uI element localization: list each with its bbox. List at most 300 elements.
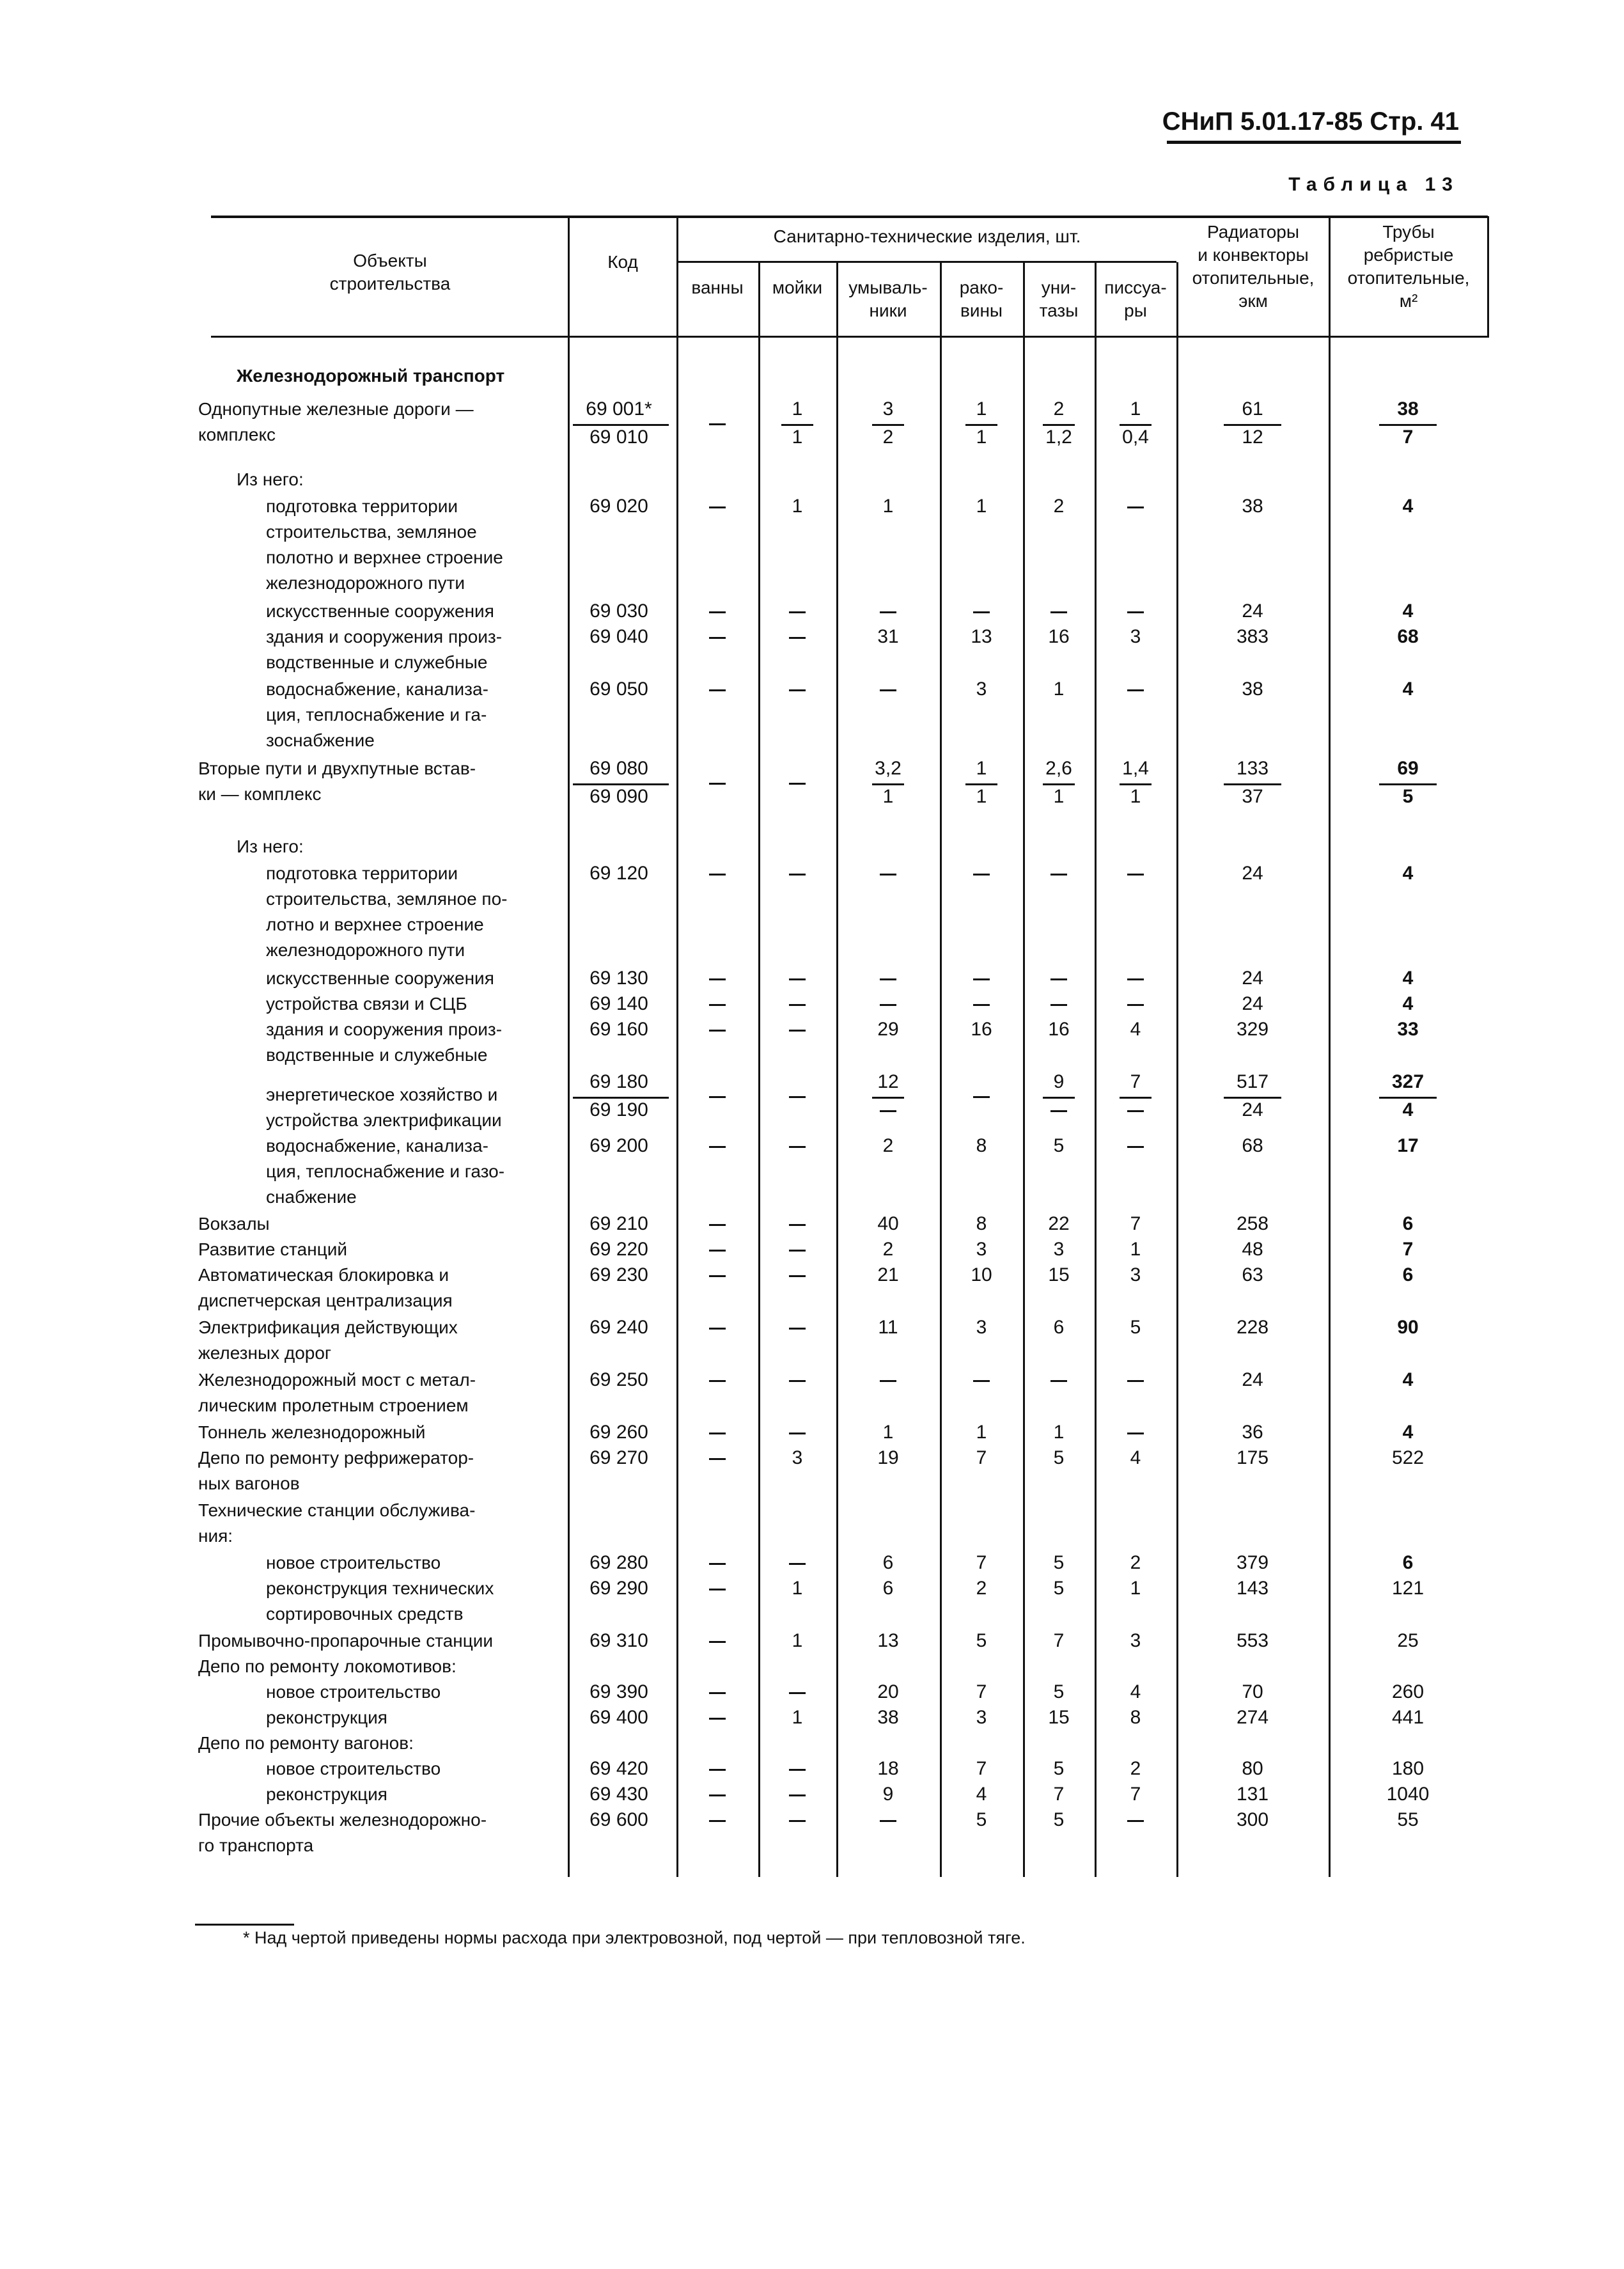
row-value (709, 978, 726, 980)
row-value (709, 1769, 726, 1771)
row-value: 5 (1053, 1552, 1065, 1573)
row-value: 38 (877, 1707, 899, 1728)
row-value (880, 611, 896, 613)
row-value: 2 (882, 1239, 894, 1260)
page-header: СНиП 5.01.17-85 Стр. 41 (1162, 107, 1459, 136)
row-object-text: искусственные сооружения (266, 968, 494, 988)
row-value (789, 1794, 806, 1796)
row-object-text: Депо по ремонту локомотивов: (198, 1656, 457, 1676)
row-value: 1 (792, 1630, 803, 1651)
row-value: 3 (792, 1447, 803, 1468)
row-value: 4 (1402, 993, 1414, 1014)
row-object-text: подготовка территории (266, 496, 458, 516)
row-value (1050, 1380, 1067, 1382)
row-value (1050, 611, 1067, 613)
row-value: 4 (1402, 863, 1414, 884)
header-rule (1167, 141, 1461, 144)
row-value: 11 (878, 1317, 898, 1338)
row-value (973, 978, 990, 980)
row-value (1127, 874, 1144, 875)
row-value (789, 1380, 806, 1382)
row-value (789, 637, 806, 639)
row-value (789, 978, 806, 980)
row-value: 2 (1130, 1552, 1141, 1573)
row-value: 5 (1053, 1681, 1065, 1702)
row-value: 4 (1402, 496, 1414, 517)
row-value: 31 (877, 626, 899, 647)
row-value: 80 (1242, 1758, 1263, 1779)
row-value (709, 1563, 726, 1565)
row-value: 180 (1391, 1758, 1425, 1779)
row-value (709, 1794, 726, 1796)
row-value (709, 1030, 726, 1032)
row-value: 1 (976, 758, 987, 779)
row-value: 7 (1053, 1630, 1065, 1651)
row-value (709, 637, 726, 639)
row-code: 69 160 (589, 1019, 648, 1040)
row-value: 70 (1242, 1681, 1263, 1702)
row-object-text: Однопутные железные дороги — (198, 399, 474, 419)
header-sub-2: умываль- ники (848, 278, 928, 320)
row-value: 22 (1048, 1213, 1070, 1234)
row-value: 7 (976, 1681, 987, 1702)
row-value: 3 (1130, 626, 1141, 647)
row-value: 6 (882, 1552, 894, 1573)
row-value: 1 (792, 427, 803, 448)
row-object-text: диспетчерская централизация (198, 1291, 453, 1310)
row-value: 36 (1242, 1422, 1263, 1443)
row-value: 6 (1402, 1213, 1414, 1234)
row-object-text: Вокзалы (198, 1214, 270, 1234)
row-object-text: энергетическое хозяйство и (266, 1085, 498, 1104)
row-value (973, 1096, 990, 1098)
row-value: 274 (1236, 1707, 1269, 1728)
row-code: 69 130 (589, 968, 648, 989)
fraction-bar (872, 1097, 904, 1099)
row-value: 7 (1402, 427, 1414, 448)
row-value: 24 (1242, 968, 1263, 989)
row-value (709, 1718, 726, 1720)
row-value: 5 (1053, 1135, 1065, 1156)
row-value: 6 (882, 1578, 894, 1599)
row-value (789, 1769, 806, 1771)
row-value: 1 (882, 496, 894, 517)
row-value: 16 (1048, 1019, 1070, 1040)
row-code: 69 250 (589, 1369, 648, 1390)
row-value: 4 (1130, 1447, 1141, 1468)
row-value: 24 (1242, 1099, 1263, 1120)
row-code: 69 050 (589, 679, 648, 700)
row-value: 3 (1130, 1264, 1141, 1285)
row-code: 69 400 (589, 1707, 648, 1728)
row-code: 69 230 (589, 1264, 648, 1285)
row-code: 69 040 (589, 626, 648, 647)
row-code: 69 090 (589, 786, 648, 807)
row-value: 5 (1053, 1447, 1065, 1468)
row-object-text: Из него: (237, 469, 304, 489)
row-value: 6 (1402, 1552, 1414, 1573)
row-value (789, 1328, 806, 1330)
row-value: 1 (792, 1707, 803, 1728)
fraction-bar (1224, 783, 1281, 785)
row-code: 69 270 (589, 1447, 648, 1468)
row-value (1127, 1820, 1144, 1822)
row-object-text: сортировочных средств (266, 1604, 464, 1624)
row-value: 19 (877, 1447, 899, 1468)
header-sub-1: мойки (772, 278, 823, 297)
row-code: 69 290 (589, 1578, 648, 1599)
fraction-bar (1224, 424, 1281, 426)
footnote: * Над чертой приведены нормы расхода при электровозной, под чертой — при тепловозной тяге. (243, 1928, 1026, 1947)
row-value: 1 (882, 1422, 894, 1443)
row-value (789, 1275, 806, 1277)
row-value: 1 (976, 427, 987, 448)
row-code: 69 260 (589, 1422, 648, 1443)
row-value (1127, 689, 1144, 691)
row-value: 29 (877, 1019, 899, 1040)
row-code: 69 430 (589, 1784, 648, 1805)
fraction-bar (781, 424, 813, 426)
row-code: 69 420 (589, 1758, 648, 1779)
row-value: 16 (1048, 626, 1070, 647)
row-value (880, 689, 896, 691)
row-object-text: Прочие объекты железнодорожно- (198, 1810, 487, 1830)
row-value (709, 689, 726, 691)
row-code: 69 600 (589, 1809, 648, 1830)
row-object-text: Депо по ремонту вагонов: (198, 1733, 414, 1753)
row-value: 7 (1053, 1784, 1065, 1805)
row-value: 4 (1130, 1681, 1141, 1702)
row-object-text: ния: (198, 1526, 233, 1546)
row-value (789, 1030, 806, 1032)
row-value: 1 (1053, 1422, 1065, 1443)
row-value (789, 783, 806, 785)
row-object-text: Тоннель железнодорожный (198, 1422, 426, 1442)
row-value (973, 1004, 990, 1006)
row-value: 13 (877, 1630, 899, 1651)
row-value: 12 (877, 1071, 899, 1092)
column-divider (1329, 216, 1331, 1877)
row-value (709, 783, 726, 785)
row-value (709, 1096, 726, 1098)
row-object-text: снабжение (266, 1187, 357, 1207)
row-value: 121 (1391, 1578, 1425, 1599)
row-value: 329 (1236, 1019, 1269, 1040)
row-value (709, 1275, 726, 1277)
row-code: 69 020 (589, 496, 648, 517)
row-value: 4 (1402, 679, 1414, 700)
fraction-bar (1224, 1097, 1281, 1099)
row-object-text: железных дорог (198, 1343, 332, 1363)
row-value: 1040 (1386, 1784, 1430, 1805)
row-value: 0,4 (1122, 427, 1149, 448)
row-value: 1 (976, 496, 987, 517)
row-object-text: Железнодорожный транспорт (237, 366, 505, 386)
row-object-text: Депо по ремонту рефрижератор- (198, 1448, 474, 1468)
row-value: 517 (1236, 1071, 1269, 1092)
row-value (973, 611, 990, 613)
row-value: 8 (1130, 1707, 1141, 1728)
row-value: 258 (1236, 1213, 1269, 1234)
row-value: 90 (1397, 1317, 1419, 1338)
row-value: 1,2 (1045, 427, 1072, 448)
row-value: 5 (976, 1630, 987, 1651)
row-value (709, 1589, 726, 1590)
row-value: 2 (1130, 1758, 1141, 1779)
row-value: 3,2 (875, 758, 902, 779)
fraction-bar (573, 1097, 669, 1099)
row-value: 40 (877, 1213, 899, 1234)
row-code: 69 240 (589, 1317, 648, 1338)
row-value: 2 (1053, 398, 1065, 420)
row-value (1127, 1004, 1144, 1006)
row-value: 1 (976, 786, 987, 807)
row-value (709, 1820, 726, 1822)
row-value: 1 (792, 496, 803, 517)
row-object-text: реконструкция (266, 1708, 387, 1727)
row-value (880, 1820, 896, 1822)
row-value: 18 (877, 1758, 899, 1779)
row-value (1127, 1110, 1144, 1112)
row-value (789, 874, 806, 875)
row-object-text: строительства, земляное (266, 522, 477, 542)
row-value (709, 1328, 726, 1330)
row-value: 7 (1402, 1239, 1414, 1260)
row-value: 38 (1242, 679, 1263, 700)
column-divider (1487, 216, 1489, 338)
fraction-bar (1043, 783, 1075, 785)
row-value: 37 (1242, 786, 1263, 807)
row-value (789, 1004, 806, 1006)
row-value: 48 (1242, 1239, 1263, 1260)
row-value: 4 (1402, 1422, 1414, 1443)
row-value: 327 (1391, 1071, 1425, 1092)
row-value (880, 1380, 896, 1382)
row-value: 12 (1242, 427, 1263, 448)
row-object-text: Вторые пути и двухпутные встав- (198, 758, 476, 778)
row-value (709, 1146, 726, 1148)
fraction-bar (872, 424, 904, 426)
row-value (973, 1380, 990, 1382)
row-value (709, 1458, 726, 1460)
row-object-text: устройства связи и СЦБ (266, 994, 467, 1014)
row-object-text: железнодорожного пути (266, 573, 465, 593)
row-value: 55 (1397, 1809, 1419, 1830)
row-value: 3 (976, 1239, 987, 1260)
row-object-text: Развитие станций (198, 1239, 348, 1259)
row-object-text: новое строительство (266, 1682, 441, 1702)
row-value (709, 423, 726, 425)
row-object-text: строительства, земляное по- (266, 889, 508, 909)
row-value (709, 1004, 726, 1006)
row-code: 69 200 (589, 1135, 648, 1156)
row-object-text: Технические станции обслужива- (198, 1500, 476, 1520)
row-value (789, 1692, 806, 1694)
row-value: 2 (1053, 496, 1065, 517)
table-top-rule (211, 216, 1488, 218)
row-code: 69 390 (589, 1681, 648, 1702)
row-value: 383 (1236, 626, 1269, 647)
fraction-bar (573, 424, 669, 426)
row-object-text: реконструкция (266, 1784, 387, 1804)
header-objects: Объекты строительства (329, 251, 451, 294)
row-value (789, 1433, 806, 1434)
row-code: 69 120 (589, 863, 648, 884)
row-code: 69 220 (589, 1239, 648, 1260)
header-sub-5: писсуа- ры (1104, 278, 1167, 320)
header-sanitary-group: Санитарно-технические изделия, шт. (773, 226, 1081, 246)
fraction-bar (573, 783, 669, 785)
row-value: 15 (1048, 1707, 1070, 1728)
column-divider (676, 216, 678, 1877)
fraction-bar (1120, 424, 1152, 426)
row-value: 15 (1048, 1264, 1070, 1285)
row-value: 21 (877, 1264, 899, 1285)
row-value: 9 (882, 1784, 894, 1805)
row-value: 5 (976, 1809, 987, 1830)
row-object-text: искусственные сооружения (266, 601, 494, 621)
row-object-text: водоснабжение, канализа- (266, 679, 488, 699)
row-value: 4 (1130, 1019, 1141, 1040)
row-value: 3 (1053, 1239, 1065, 1260)
row-object-text: Железнодорожный мост с метал- (198, 1370, 476, 1390)
row-value (709, 1692, 726, 1694)
row-value: 553 (1236, 1630, 1269, 1651)
row-value (709, 1641, 726, 1643)
fraction-bar (1043, 424, 1075, 426)
row-object-text: ция, теплоснабжение и га- (266, 705, 487, 725)
fraction-bar (1043, 1097, 1075, 1099)
row-value (789, 689, 806, 691)
row-value: 1 (1053, 786, 1065, 807)
row-value (709, 1433, 726, 1434)
row-value: 2 (882, 427, 894, 448)
row-value (1127, 1146, 1144, 1148)
row-object-text: новое строительство (266, 1553, 441, 1573)
row-value: 7 (976, 1758, 987, 1779)
row-code: 69 080 (589, 758, 648, 779)
row-value (880, 1004, 896, 1006)
row-object-text: го транспорта (198, 1835, 314, 1855)
row-value (709, 1250, 726, 1252)
row-value: 3 (976, 1317, 987, 1338)
row-value (1050, 1004, 1067, 1006)
row-value: 24 (1242, 993, 1263, 1014)
row-value: 61 (1242, 398, 1263, 420)
header-pipes: Трубы ребристые отопительные, м² (1347, 222, 1470, 311)
row-value: 379 (1236, 1552, 1269, 1573)
row-object-text: Промывочно-пропарочные станции (198, 1631, 494, 1651)
row-value (709, 611, 726, 613)
row-value: 10 (971, 1264, 992, 1285)
row-value (789, 1250, 806, 1252)
row-value: 3 (882, 398, 894, 420)
row-value: 16 (971, 1019, 992, 1040)
fraction-bar (1379, 783, 1437, 785)
row-value (1127, 978, 1144, 980)
row-value: 7 (976, 1552, 987, 1573)
row-value: 260 (1391, 1681, 1425, 1702)
row-value (709, 1380, 726, 1382)
row-value: 69 (1397, 758, 1419, 779)
row-value (880, 978, 896, 980)
row-value: 4 (1402, 968, 1414, 989)
row-code: 69 310 (589, 1630, 648, 1651)
row-value (1127, 1380, 1144, 1382)
row-object-text: ки — комплекс (198, 784, 322, 804)
row-value (709, 874, 726, 875)
header-code: Код (607, 252, 638, 272)
row-value: 9 (1053, 1071, 1065, 1092)
row-value: 7 (976, 1447, 987, 1468)
row-object-text: лическим пролетным строением (198, 1395, 469, 1415)
row-object-text: ных вагонов (198, 1473, 300, 1493)
fraction-bar (1379, 1097, 1437, 1099)
row-value: 1 (1130, 398, 1141, 420)
row-value (1050, 1110, 1067, 1112)
row-value (789, 1820, 806, 1822)
fraction-bar (965, 424, 997, 426)
row-value: 2 (882, 1135, 894, 1156)
row-object-text: комплекс (198, 425, 276, 444)
row-value: 20 (877, 1681, 899, 1702)
fraction-bar (1379, 424, 1437, 426)
row-value: 33 (1397, 1019, 1419, 1040)
row-value (709, 1224, 726, 1226)
header-sub-0: ванны (691, 278, 744, 297)
row-value: 441 (1391, 1707, 1425, 1728)
row-object-text: устройства электрификации (266, 1110, 502, 1130)
row-code: 69 190 (589, 1099, 648, 1120)
row-code: 69 280 (589, 1552, 648, 1573)
row-value: 2 (976, 1578, 987, 1599)
row-value: 1 (976, 398, 987, 420)
row-value: 1 (882, 786, 894, 807)
row-value (1127, 1433, 1144, 1434)
row-value: 228 (1236, 1317, 1269, 1338)
row-value (1050, 978, 1067, 980)
row-object-text: лотно и верхнее строение (266, 915, 484, 934)
row-object-text: реконструкция технических (266, 1578, 494, 1598)
row-object-text: водственные и служебные (266, 1045, 488, 1065)
row-value (1127, 611, 1144, 613)
row-value: 133 (1236, 758, 1269, 779)
row-object-text: подготовка территории (266, 863, 458, 883)
row-value (880, 874, 896, 875)
fraction-bar (872, 783, 904, 785)
row-object-text: здания и сооружения произ- (266, 627, 503, 647)
row-code: 69 001* (586, 398, 652, 420)
table-header-rule (211, 336, 1488, 338)
row-value: 4 (976, 1784, 987, 1805)
row-value: 5 (1053, 1758, 1065, 1779)
fraction-bar (965, 783, 997, 785)
row-value: 2,6 (1045, 758, 1072, 779)
header-sub-3: рако- вины (959, 278, 1004, 320)
row-object-text: Автоматическая блокировка и (198, 1265, 449, 1285)
row-value: 1,4 (1122, 758, 1149, 779)
row-value: 1 (792, 1578, 803, 1599)
row-value: 300 (1236, 1809, 1269, 1830)
row-value: 24 (1242, 863, 1263, 884)
row-object-text: новое строительство (266, 1759, 441, 1778)
fraction-bar (1120, 783, 1152, 785)
row-value: 8 (976, 1213, 987, 1234)
row-value: 1 (1130, 786, 1141, 807)
row-value: 7 (1130, 1213, 1141, 1234)
row-value: 6 (1053, 1317, 1065, 1338)
header-radiators: Радиаторы и конвекторы отопительные, экм (1192, 222, 1315, 311)
